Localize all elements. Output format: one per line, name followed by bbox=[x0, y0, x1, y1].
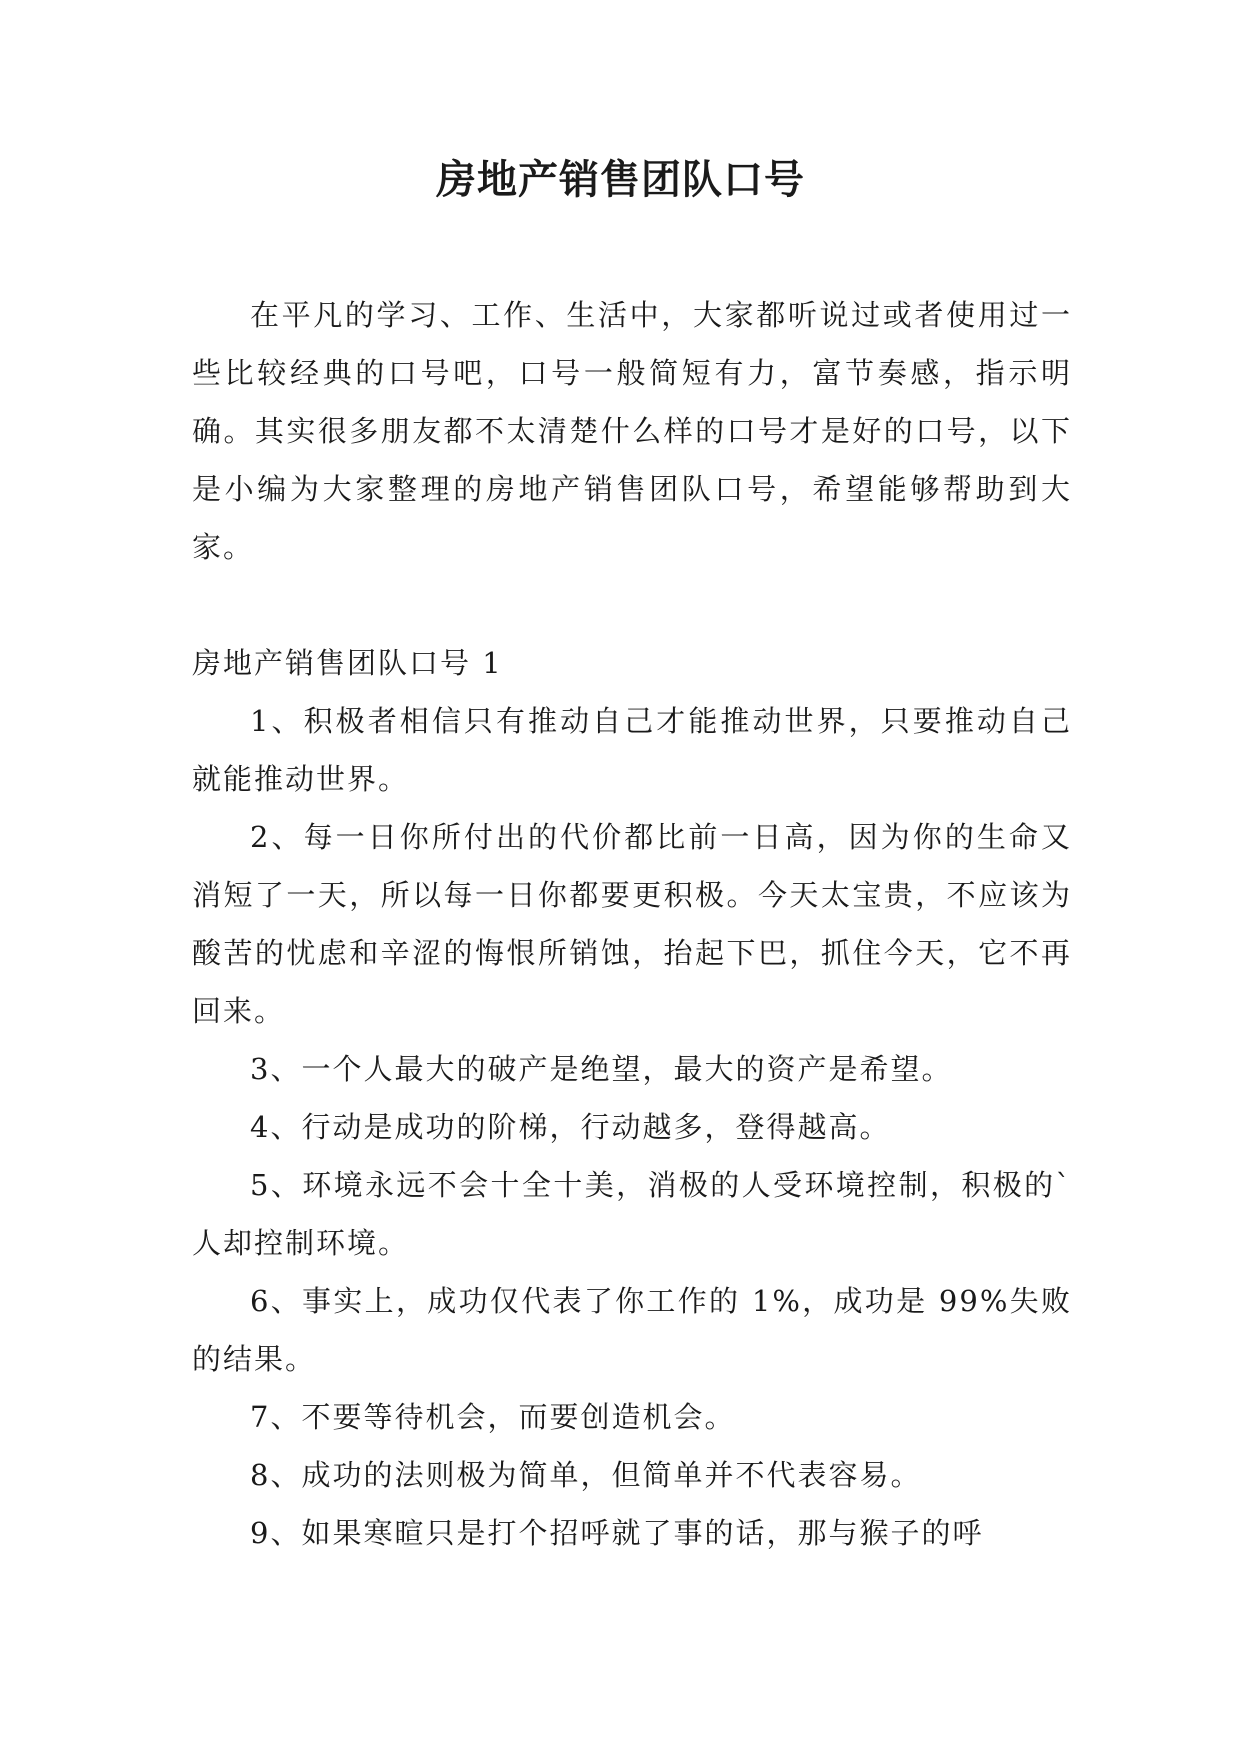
slogan-item-6: 6、事实上，成功仅代表了你工作的 1%，成功是 99%失败的结果。 bbox=[192, 1284, 1072, 1376]
slogan-item-7: 7、不要等待机会，而要创造机会。 bbox=[250, 1400, 736, 1434]
slogan-item-4: 4、行动是成功的阶梯，行动越多，登得越高。 bbox=[250, 1110, 891, 1144]
slogan-item-3: 3、一个人最大的破产是绝望，最大的资产是希望。 bbox=[250, 1052, 953, 1086]
slogan-item-1: 1、积极者相信只有推动自己才能推动世界，只要推动自己就能推动世界。 bbox=[192, 704, 1072, 796]
document-title: 房地产销售团队口号 bbox=[436, 157, 805, 203]
slogan-item-5: 5、环境永远不会十全十美，消极的人受环境控制，积极的`人却控制环境。 bbox=[192, 1168, 1072, 1260]
slogan-item-2: 2、每一日你所付出的代价都比前一日高，因为你的生命又消短了一天，所以每一日你都要更积极。今天太宝贵，不应该为酸苦的忧虑和辛涩的悔恨所销蚀，抬起下巴，抓住今天，它不再回来。 bbox=[192, 820, 1072, 1028]
document-body bbox=[192, 286, 1072, 1562]
slogan-item-8: 8、成功的法则极为简单，但简单并不代表容易。 bbox=[250, 1458, 922, 1492]
intro-paragraph: 在平凡的学习、工作、生活中，大家都听说过或者使用过一些比较经典的口号吧，口号一般简短有力，富节奏感，指示明确。其实很多朋友都不太清楚什么样的口号才是好的口号，以下是小编为大家整理的房地产销售团队口号，希望能够帮助到大家。 bbox=[192, 298, 1072, 564]
slogan-item-9: 9、如果寒暄只是打个招呼就了事的话，那与猴子的呼 bbox=[250, 1516, 984, 1550]
section-heading: 房地产销售团队口号 1 bbox=[192, 646, 503, 680]
